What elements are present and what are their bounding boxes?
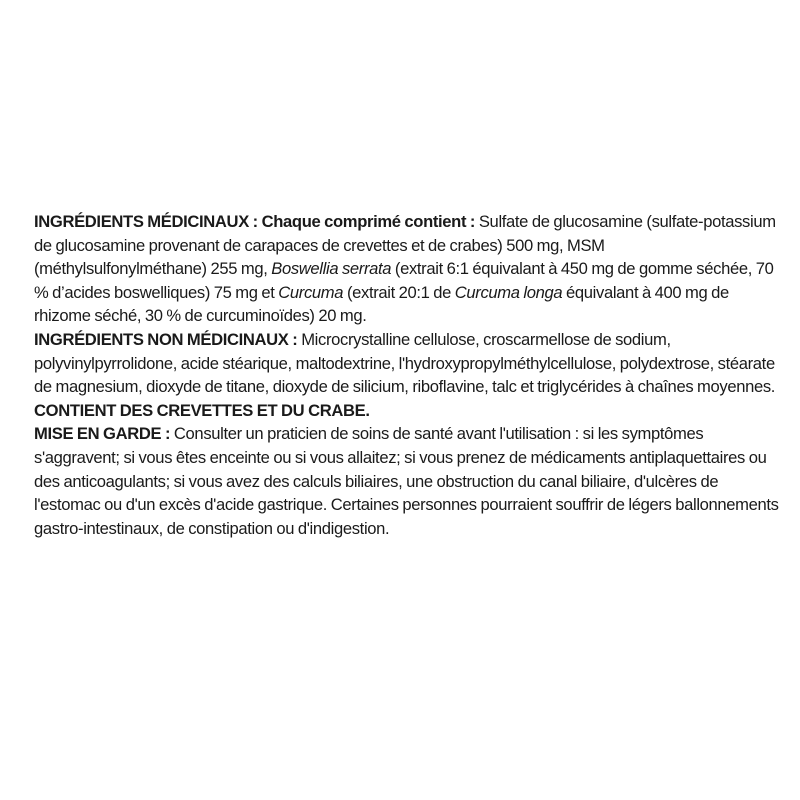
warning-heading: MISE EN GARDE :: [34, 424, 171, 444]
tablet-contains-lead: Chaque comprimé contient :: [261, 212, 476, 231]
ingredients-text-block: [34, 210, 779, 540]
non-medicinal-ingredients-heading: INGRÉDIENTS NON MÉDICINAUX :: [34, 329, 298, 349]
boswellia-name: Boswellia serrata: [271, 259, 392, 279]
medicinal-text-part-4: équivalant à 400 mg de rhizome séché, 30 % de curcuminoïdes) 20 mg.: [34, 282, 729, 326]
warning-paragraph: [34, 422, 779, 540]
warning-text: Consulter un praticien de soins de santé avant l'utilisation : si les symptômes s'aggravent; si vous êtes enceinte ou si vous allaitez; si vous prenez de médicaments antiplaquettaires ou des anticoagulants; si vous avez des calculs biliaires, une obstruction du canal biliaire, d'ulcères de l'estomac ou d'un excès d'acide gastrique. Certaines personnes pourraient souffrir de légers ballonnements gastro-intestinaux, de constipation ou d'indigestion.: [34, 424, 779, 538]
allergen-statement: CONTIENT DES CREVETTES ET DU CRABE.: [34, 400, 370, 420]
medicinal-text-part-2: (extrait 6:1 équivalant à 450 mg de gomme séchée, 70 % d’acides boswelliques) 75 mg et: [34, 259, 774, 302]
non-medicinal-ingredients-paragraph: [34, 328, 779, 422]
medicinal-text-part-3: (extrait 20:1 de: [346, 282, 452, 302]
curcuma-longa-name: Curcuma longa: [454, 282, 563, 302]
medicinal-ingredients-paragraph: [34, 210, 779, 328]
medicinal-text-part-1: Sulfate de glucosamine (sulfate-potassium de glucosamine provenant de carapaces de crevettes et de crabes) 500 mg, MSM (méthylsulfonylméthane) 255 mg,: [34, 212, 776, 279]
curcuma-name: Curcuma: [278, 282, 344, 302]
medicinal-ingredients-heading: INGRÉDIENTS MÉDICINAUX :: [34, 212, 258, 231]
non-medicinal-ingredients-text: Microcrystalline cellulose, croscarmellose de sodium, polyvinylpyrrolidone, acide stéarique, maltodextrine, l'hydroxypropylméthylcellulose, polydextrose, stéarate de magnesium, dioxyde de titane, dioxyde de silicium, riboflavine, talc et triglycérides à chaînes moyennes.: [34, 329, 776, 397]
